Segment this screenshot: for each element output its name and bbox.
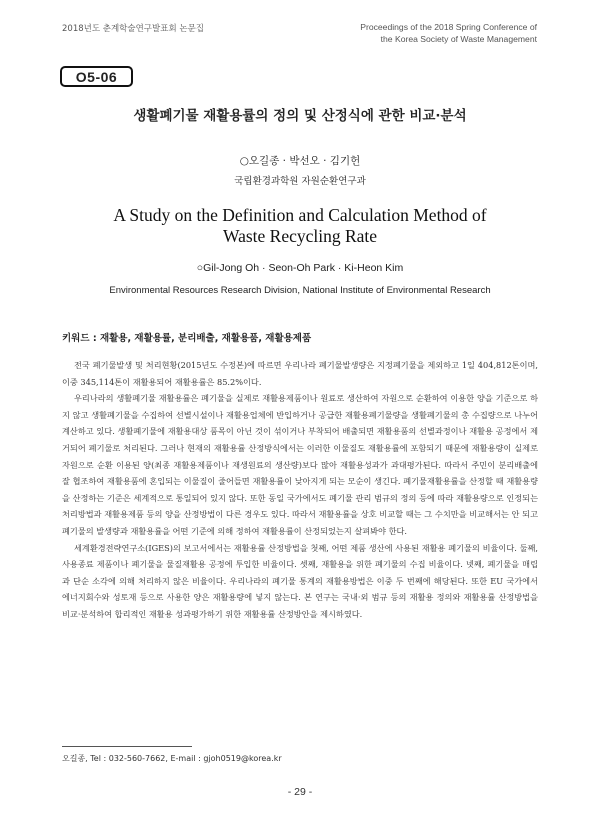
paragraph: 우리나라의 생활폐기물 재활용률은 폐기물을 실제로 재활용제품이나 원료로 생산하여 자원으로 순환하여 이용한 양을 기준으로 하지 않고 생활폐기물을 수집하여 선별시설이나 재활용업체에 반입하거나 공급한 재활용폐기물량을 생활폐기물의 총 수집량으로 나누어 계산하고 있다. 생활폐기물에 재활용대상 품목이 아닌 것이 섞이거나 부착되어 배출되면 재활용품의 선별과정이나 재활용 공정에서 제거되어 폐기물로 처리된다. 그러나 현재의 재활용률 산정방식에서는 이러한 이물질도 재활용률에 포함되기 때문에 재활용량이 실제로 자원으로 순환 이용된 양(최종 재활용제품이나 재생원료의 생산량)보다 많아 재활용성과가 과대평가된다. 따라서 주민이 분리배출에 잘 협조하여 재활용품에 혼입되는 이물질이 줄어들면 재활용률이 낮아지게 되는 모순이 생긴다. 폐기물재활용률을 산정할 때 재활용량을 산정하는 기준은 세계적으로 통일되어 있지 않다. 또한 동일 국가에서도 폐기물 관리 범규의 정의 등에 따라 재활용량으로 인정되는 처리방법과 재활용제품 등의 양을 산정방법이 다른 경우도 있다. 따라서 재활용률을 상호 비교할 때는 그 수치만을 비교해서는 안 되고 폐기물의 발생량과 재활용률을 어떤 기준에 의해 정하여 재활용률이 산정되었는지 살펴봐야 한다. — [62, 393, 538, 536]
header-right-line2: the Korea Society of Waste Management — [380, 33, 537, 44]
keywords: 키워드 : 재활용, 재활용률, 분리배출, 재활용품, 재활용제품 — [62, 333, 312, 344]
title-english — [0, 205, 600, 247]
header-right-line1: Proceedings of the 2018 Spring Conference of — [360, 22, 537, 32]
header-right — [360, 22, 537, 45]
paragraph: 세계환경전략연구소(IGES)의 보고서에서는 재활용률 산정방법을 첫째, 어떤 제품 생산에 사용된 재활용 폐기물의 비율이다. 둘째, 사용종료 제품이나 폐기물을 물질재활용 공정에 투입한 비율이다. 셋째, 재활용을 위한 폐기물의 수집 비율이다. 넷째, 폐기물을 매립과 단순 소각에 의해 처리하지 않은 비율이다. 우리나라의 폐기물 통계의 재활용방법은 이중 두 번째에 해당된다. 또한 EU 국가에서 에너지회수와 성토재 등으로 사용한 양은 재활용량에 넣지 않는다. 본 연구는 국내·외 범규 등의 재활용 정의와 재활용률 산정방법을 비교·분석하여 합리적인 재활용 성과평가하기 위한 재활용률 산정방안을 제시하였다. — [62, 542, 538, 619]
authors-korean: ○오길종 · 박선오 · 김기헌 — [239, 155, 361, 167]
footnote: 오길종, Tel : 032-560-7662, E-mail : gjoh0519@korea.kr — [62, 754, 282, 763]
header-left: 2018년도 춘계학술연구발표회 논문집 — [62, 24, 204, 34]
abstract-body — [62, 357, 538, 623]
affiliation-english: Environmental Resources Research Division, National Institute of Environmental Research — [109, 285, 491, 296]
footnote-divider — [62, 746, 192, 747]
title-english-line2: Waste Recycling Rate — [222, 226, 378, 246]
paper-code: O5-06 — [60, 66, 133, 87]
page-number: - 29 - — [287, 786, 313, 798]
title-english-line1: A Study on the Definition and Calculation Method of — [113, 205, 487, 225]
title-korean: 생활폐기물 재활용률의 정의 및 산정식에 관한 비교·분석 — [133, 108, 467, 124]
paragraph: 전국 폐기물발생 및 처리현황(2015년도 수정본)에 따르면 우리나라 폐기물발생량은 지정폐기물을 제외하고 1일 404,812톤이며, 이중 345,114톤이 재활용되어 재활용률은 85.2%이다. — [62, 360, 538, 387]
affiliation-korean: 국립환경과학원 자원순환연구과 — [234, 176, 366, 187]
authors-english: ○Gil-Jong Oh · Seon-Oh Park · Ki-Heon Kim — [196, 262, 404, 274]
